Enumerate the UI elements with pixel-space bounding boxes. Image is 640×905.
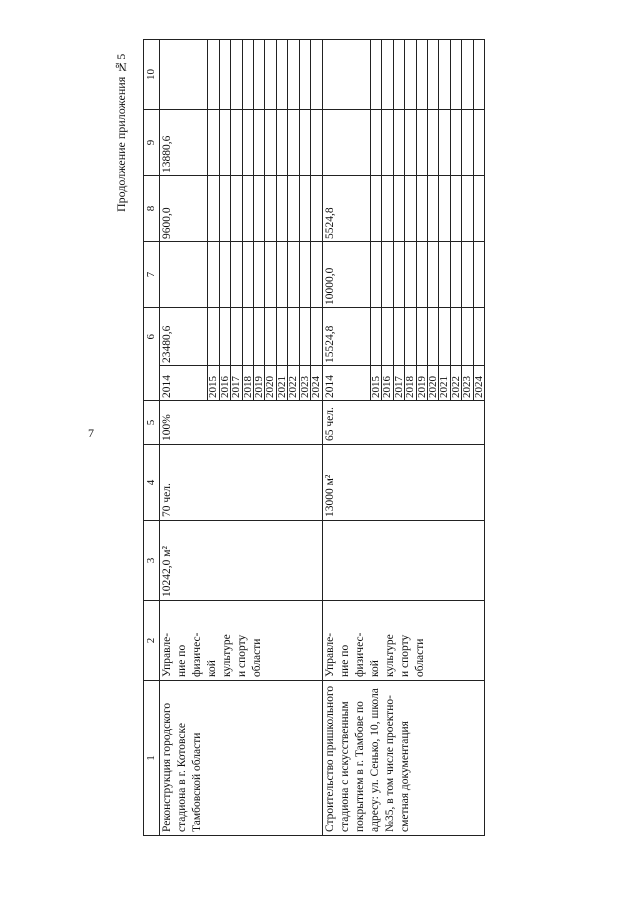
year-cell: 2015 (208, 366, 219, 401)
responsible-body-cell: Управле- ние по физичес- кой культуре и спорту области (160, 601, 323, 681)
year-cell: 2015 (370, 366, 381, 401)
year-cell: 2019 (254, 366, 265, 401)
col8-amount-cell (288, 176, 299, 242)
year-cell: 2018 (242, 366, 253, 401)
total-amount-cell (450, 308, 461, 366)
col7-amount-cell (219, 242, 230, 308)
col8-amount-cell (231, 176, 242, 242)
col7-amount-cell (299, 242, 310, 308)
project-name-cell: Реконструкция городского стадиона в г. Котовске Тамбовской области (160, 681, 323, 836)
col10-amount-cell (242, 40, 253, 110)
year-cell: 2017 (393, 366, 404, 401)
year-cell: 2023 (462, 366, 473, 401)
col9-amount-cell (311, 110, 322, 176)
indicator-cell: 70 чел. (160, 445, 323, 521)
col8-amount-cell (416, 176, 427, 242)
year-cell: 2016 (219, 366, 230, 401)
table-row-kotovsk-stadium-year (160, 40, 208, 836)
col9-amount-cell: 13880,6 (160, 110, 208, 176)
col10-amount-cell (311, 40, 322, 110)
col8-amount-cell (450, 176, 461, 242)
col10-amount-cell (427, 40, 438, 110)
total-amount-cell (242, 308, 253, 366)
total-amount-cell (427, 308, 438, 366)
year-cell: 2024 (473, 366, 484, 401)
col9-amount-cell (288, 110, 299, 176)
col10-amount-cell (160, 40, 208, 110)
total-amount-cell (405, 308, 416, 366)
col9-amount-cell (231, 110, 242, 176)
col9-amount-cell (322, 110, 370, 176)
col7-amount-cell (276, 242, 287, 308)
col9-amount-cell (370, 110, 381, 176)
col10-amount-cell (450, 40, 461, 110)
col7-amount-cell (254, 242, 265, 308)
year-cell: 2021 (276, 366, 287, 401)
col-header-9: 9 (144, 110, 160, 176)
col-header-years-spacer (144, 366, 160, 401)
col10-amount-cell (439, 40, 450, 110)
col9-amount-cell (276, 110, 287, 176)
col9-amount-cell (473, 110, 484, 176)
col10-amount-cell (393, 40, 404, 110)
year-cell: 2020 (427, 366, 438, 401)
year-cell: 2016 (382, 366, 393, 401)
col8-amount-cell (242, 176, 253, 242)
col7-amount-cell (370, 242, 381, 308)
table-row-school35-stadium-year (322, 40, 370, 836)
indicator-cell: 13000 м² (322, 445, 485, 521)
col10-amount-cell (416, 40, 427, 110)
col8-amount-cell (427, 176, 438, 242)
col8-amount-cell (393, 176, 404, 242)
total-amount-cell: 15524,8 (322, 308, 370, 366)
col-header-6: 6 (144, 308, 160, 366)
col9-amount-cell (208, 110, 219, 176)
year-cell: 2020 (265, 366, 276, 401)
col7-amount-cell: 10000,0 (322, 242, 370, 308)
col10-amount-cell (382, 40, 393, 110)
col8-amount-cell: 9600,0 (160, 176, 208, 242)
col9-amount-cell (219, 110, 230, 176)
col10-amount-cell (254, 40, 265, 110)
col7-amount-cell (265, 242, 276, 308)
total-amount-cell (439, 308, 450, 366)
col9-amount-cell (416, 110, 427, 176)
col7-amount-cell (473, 242, 484, 308)
col10-amount-cell (462, 40, 473, 110)
year-cell: 2014 (322, 366, 370, 401)
year-cell: 2018 (405, 366, 416, 401)
program-table (143, 39, 485, 836)
col7-amount-cell (416, 242, 427, 308)
year-cell: 2022 (450, 366, 461, 401)
total-amount-cell (393, 308, 404, 366)
col-header-10: 10 (144, 40, 160, 110)
total-amount-cell (370, 308, 381, 366)
col7-amount-cell (160, 242, 208, 308)
col8-amount-cell (276, 176, 287, 242)
col8-amount-cell (219, 176, 230, 242)
col7-amount-cell (382, 242, 393, 308)
col9-amount-cell (242, 110, 253, 176)
rotated-table-container (143, 40, 485, 836)
col8-amount-cell (265, 176, 276, 242)
total-amount-cell (416, 308, 427, 366)
col10-amount-cell (322, 40, 370, 110)
col9-amount-cell (382, 110, 393, 176)
col-header-5: 5 (144, 401, 160, 445)
col7-amount-cell (427, 242, 438, 308)
col8-amount-cell (439, 176, 450, 242)
col-header-8: 8 (144, 176, 160, 242)
year-cell: 2022 (288, 366, 299, 401)
col7-amount-cell (242, 242, 253, 308)
col8-amount-cell (382, 176, 393, 242)
col10-amount-cell (288, 40, 299, 110)
col9-amount-cell (265, 110, 276, 176)
col8-amount-cell: 5524,8 (322, 176, 370, 242)
col8-amount-cell (208, 176, 219, 242)
col10-amount-cell (299, 40, 310, 110)
col8-amount-cell (405, 176, 416, 242)
percent-cell: 100% (160, 401, 323, 445)
col10-amount-cell (265, 40, 276, 110)
total-amount-cell (299, 308, 310, 366)
col10-amount-cell (405, 40, 416, 110)
col9-amount-cell (299, 110, 310, 176)
col10-amount-cell (208, 40, 219, 110)
col-header-4: 4 (144, 445, 160, 521)
col7-amount-cell (311, 242, 322, 308)
col8-amount-cell (473, 176, 484, 242)
col9-amount-cell (405, 110, 416, 176)
col9-amount-cell (254, 110, 265, 176)
col9-amount-cell (462, 110, 473, 176)
year-cell: 2024 (311, 366, 322, 401)
total-amount-cell (473, 308, 484, 366)
col-header-7: 7 (144, 242, 160, 308)
total-amount-cell (219, 308, 230, 366)
col7-amount-cell (450, 242, 461, 308)
year-cell: 2017 (231, 366, 242, 401)
col10-amount-cell (473, 40, 484, 110)
page-number: 7 (88, 426, 94, 440)
appendix-continuation-note: Продолжение приложения №5 (114, 53, 128, 212)
column-number-row (144, 40, 160, 836)
year-cell: 2019 (416, 366, 427, 401)
responsible-body-cell: Управле- ние по физичес- кой культуре и спорту области (322, 601, 485, 681)
total-amount-cell (311, 308, 322, 366)
year-cell: 2021 (439, 366, 450, 401)
total-amount-cell (382, 308, 393, 366)
col8-amount-cell (299, 176, 310, 242)
total-amount-cell (265, 308, 276, 366)
col-header-2: 2 (144, 601, 160, 681)
col7-amount-cell (405, 242, 416, 308)
col9-amount-cell (450, 110, 461, 176)
col10-amount-cell (231, 40, 242, 110)
total-amount-cell (254, 308, 265, 366)
percent-cell: 65 чел. (322, 401, 485, 445)
col8-amount-cell (254, 176, 265, 242)
col7-amount-cell (231, 242, 242, 308)
col9-amount-cell (393, 110, 404, 176)
col8-amount-cell (311, 176, 322, 242)
col7-amount-cell (393, 242, 404, 308)
col9-amount-cell (427, 110, 438, 176)
capacity-cell: 10242,0 м² (160, 521, 323, 601)
total-amount-cell (276, 308, 287, 366)
col7-amount-cell (439, 242, 450, 308)
col8-amount-cell (370, 176, 381, 242)
col10-amount-cell (276, 40, 287, 110)
total-amount-cell (288, 308, 299, 366)
col-header-1: 1 (144, 681, 160, 836)
total-amount-cell (462, 308, 473, 366)
col9-amount-cell (439, 110, 450, 176)
col8-amount-cell (462, 176, 473, 242)
total-amount-cell (231, 308, 242, 366)
total-amount-cell: 23480,6 (160, 308, 208, 366)
col10-amount-cell (370, 40, 381, 110)
col7-amount-cell (208, 242, 219, 308)
capacity-cell (322, 521, 485, 601)
year-cell: 2023 (299, 366, 310, 401)
total-amount-cell (208, 308, 219, 366)
project-name-cell: Строительство пришкольного стадиона с искусственным покрытием в г. Тамбове по адресу: ул. Сенько, 10, школа №35, в том числе проектно-сметная документация (322, 681, 485, 836)
col7-amount-cell (462, 242, 473, 308)
year-cell: 2014 (160, 366, 208, 401)
col7-amount-cell (288, 242, 299, 308)
col10-amount-cell (219, 40, 230, 110)
col-header-3: 3 (144, 521, 160, 601)
